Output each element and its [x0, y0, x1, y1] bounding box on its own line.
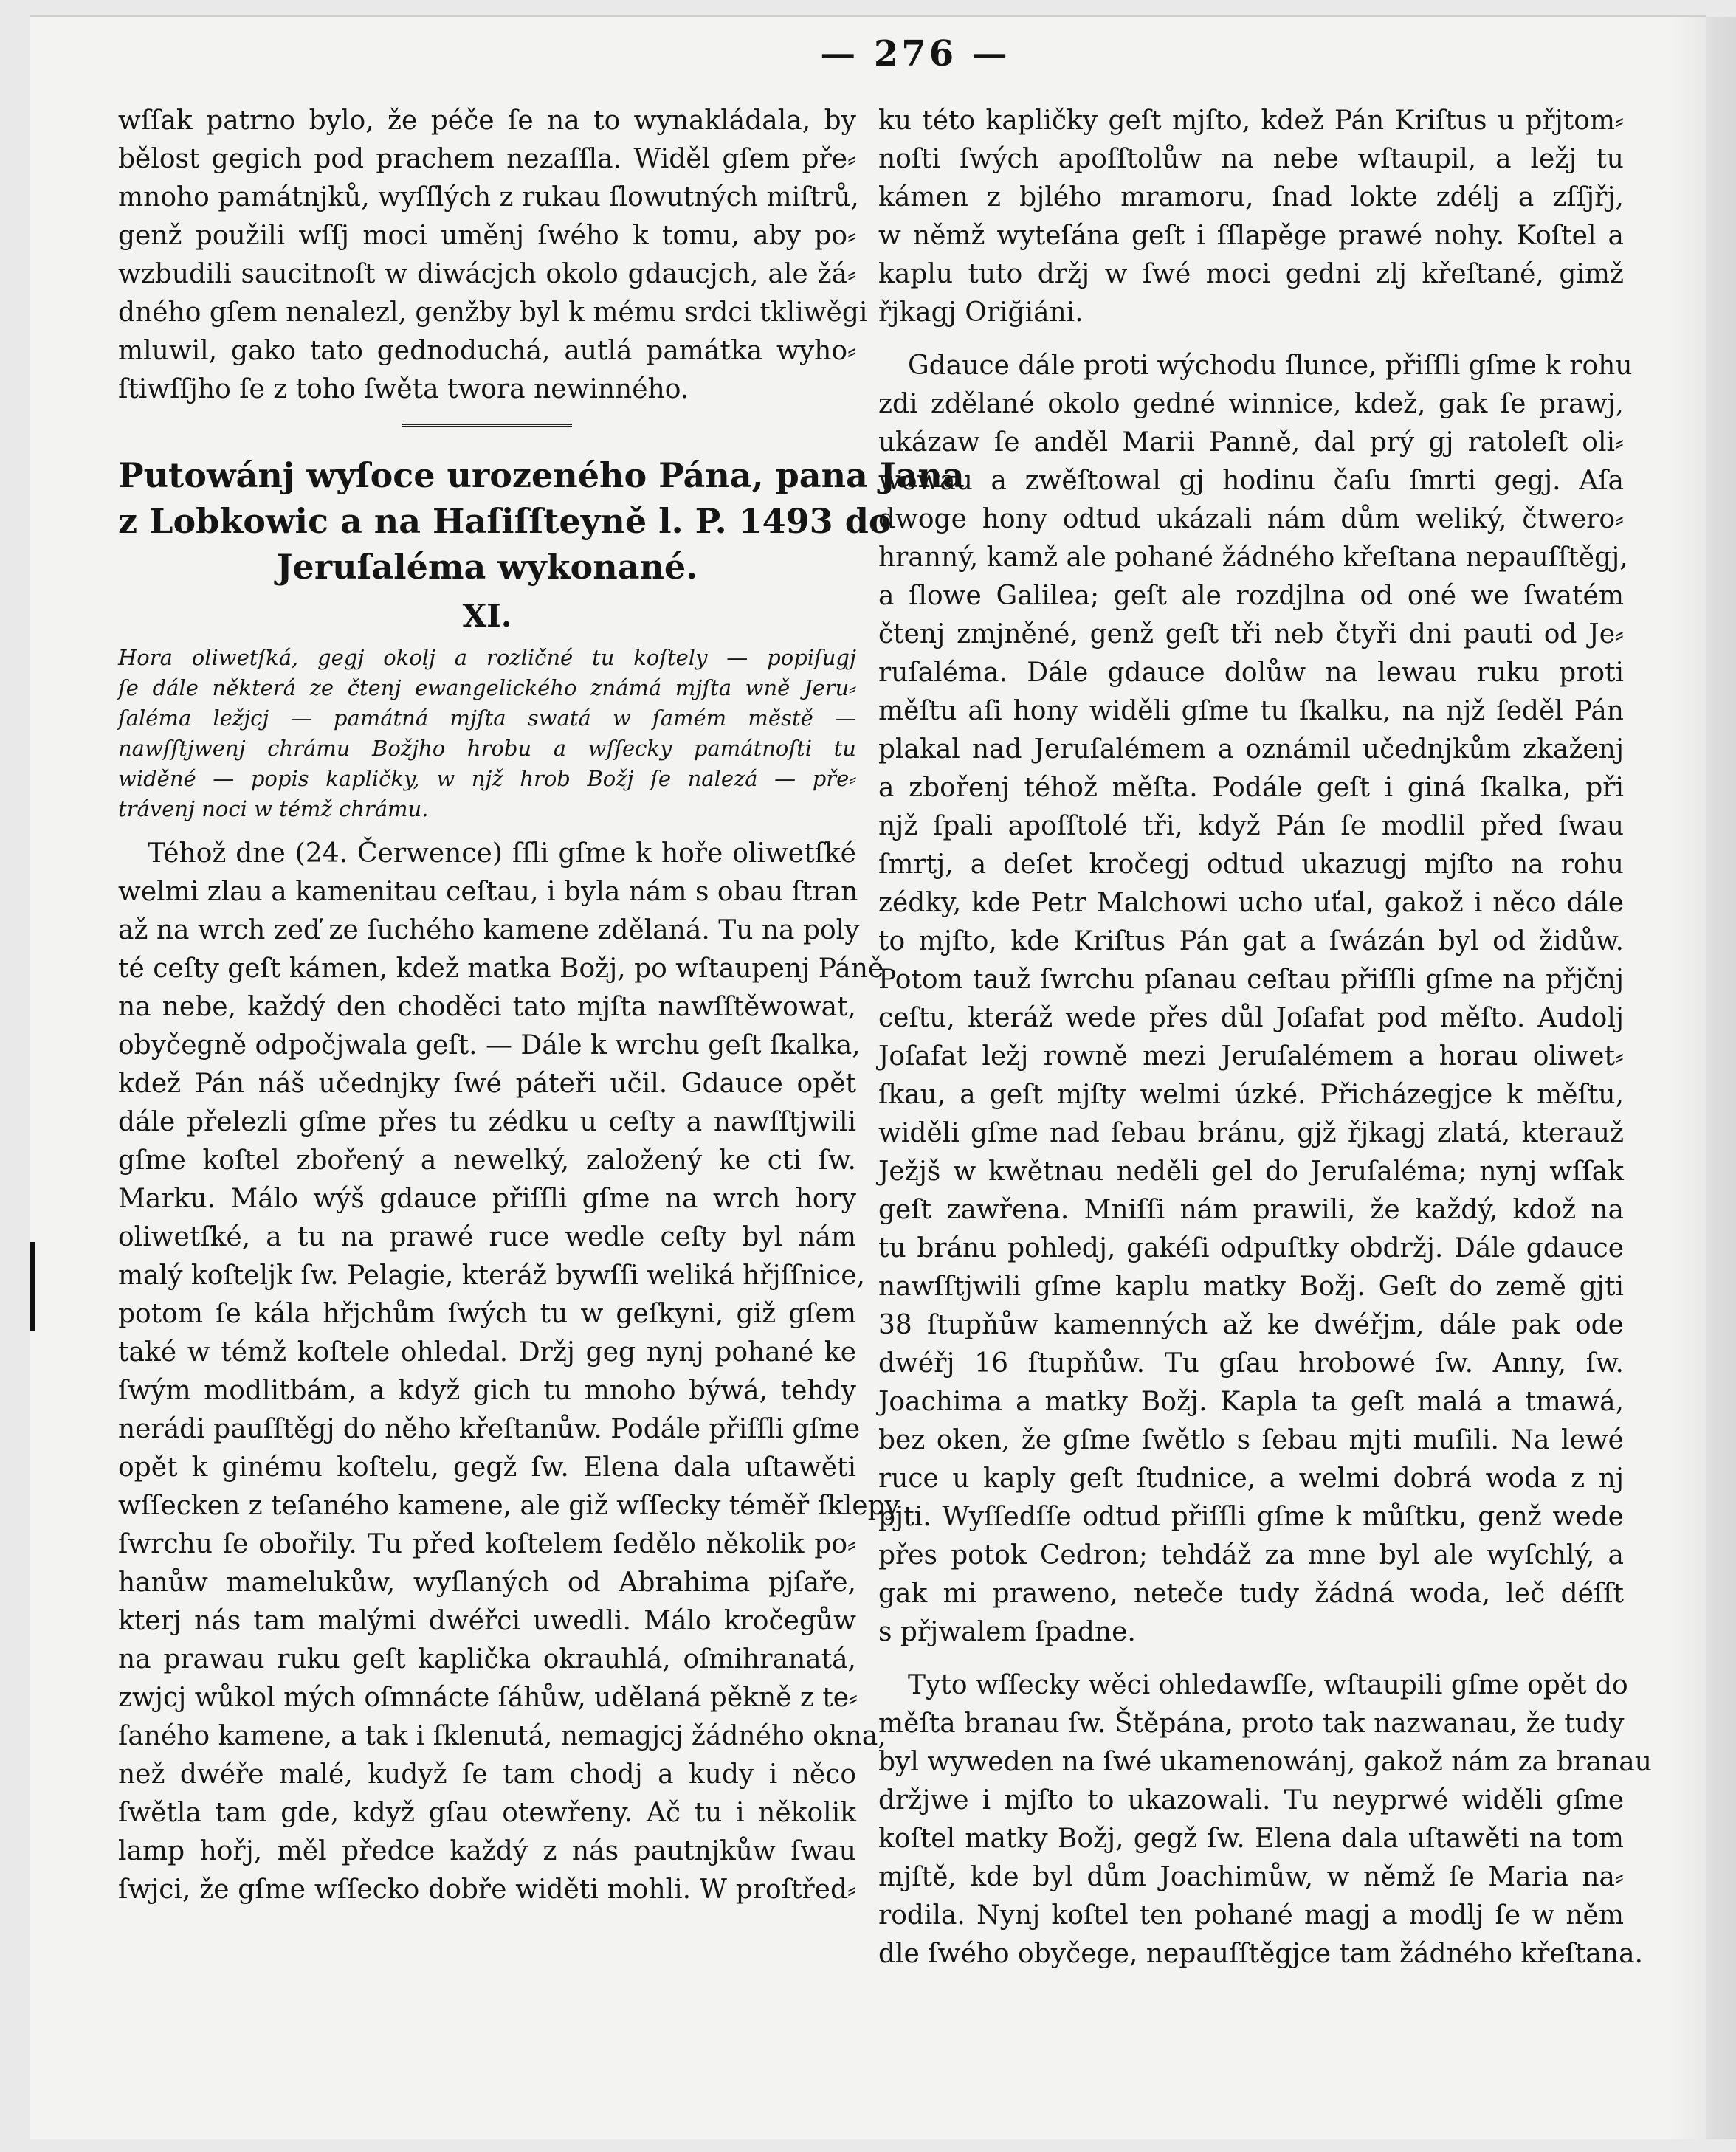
text-line: přes potok Cedron; tehdáž za mne byl ale wyſchlý, a [878, 1540, 1624, 1570]
text-line: kámen z bjlého mramoru, ſnad lokte zdélj a zſſjřj, [878, 182, 1624, 213]
text-line: té ceſty geſt kámen, kdež matka Božj, po wſtaupenj Páně [118, 953, 884, 984]
text-line: gak mi praweno, neteče tudy žádná woda, leč déſſt [878, 1579, 1624, 1609]
section-divider [402, 424, 572, 427]
text-line: ſwjci, že gſme wſſecko dobře widěti mohli. W proſtřed⸗ [118, 1875, 856, 1905]
body-paragraph [118, 835, 900, 1909]
text-line: wowau a zwěſtowal gj hodinu čaſu ſmrti gegj. Aſa [878, 466, 1624, 496]
text-line: také w témž koſtele ohledal. Držj geg nynj pohané ke [118, 1337, 856, 1368]
text-line: a zbořenj téhož měſta. Podále geſt i giná ſkalka, při [878, 773, 1624, 803]
text-line: rodila. Nynj koſtel ten pohané magj a modlj ſe w něm [878, 1900, 1624, 1931]
text-line: na prawau ruku geſt kaplička okrauhlá, oſmihranatá, [118, 1644, 856, 1675]
text-line: zwjcj wůkol mých oſmnácte ſáhůw, udělaná pěkně z te⸗ [118, 1683, 858, 1713]
text-line: malý koſteljk ſw. Pelagie, kteráž bywſſi weliká hřjſſnice, [118, 1260, 865, 1291]
text-line: nawſſtjwili gſme kaplu matky Božj. Geſt do země gjti [878, 1272, 1624, 1302]
summary-line: Hora oliwetſká, gegj okolj a rozličné tu koſtely — popiſugj [118, 645, 856, 670]
text-line: ceſtu, kteráž wede přes důl Joſafat pod měſto. Audolj [878, 1003, 1624, 1033]
paragraph-gap [878, 1652, 1624, 1666]
title-line: z Lobkowic a na Haſiſſteyně l. P. 1493 do [118, 501, 892, 541]
text-line: Tyto wſſecky wěci ohledawſſe, wſtaupili gſme opět do [908, 1670, 1628, 1700]
text-line: opět k ginému koſtelu, gegž ſw. Elena dala uſtawěti [118, 1452, 856, 1483]
text-line: ruſaléma. Dále gdauce dolůw na lewau ruku proti [878, 658, 1624, 688]
text-line: mjſtě, kde byl dům Joachimůw, w němž ſe Maria na⸗ [878, 1862, 1624, 1892]
text-line: oliwetſké, a tu na prawé ruce wedle ceſty byl nám [118, 1222, 856, 1252]
text-line: kterj nás tam malými dwéřci uwedli. Málo kročegůw [118, 1606, 856, 1636]
text-line: byl wyweden na ſwé ukamenowánj, gakož nám za branau [878, 1747, 1652, 1777]
text-line: měſtu aſi hony widěli gſme tu ſkalku, na njž ſeděl Pán [878, 696, 1624, 726]
text-line: řjkagj Oriğiáni. [878, 297, 1084, 328]
text-line: ruce u kaply geſt ſtudnice, a welmi dobrá woda z nj [878, 1463, 1624, 1494]
text-line: ſwětla tam gde, když gſau otewřeny. Ač tu i několik [118, 1798, 856, 1828]
text-line: plakal nad Jeruſalémem a oznámil učednjkům zkaženj [878, 734, 1624, 765]
margin-mark [30, 1242, 35, 1331]
text-line: Marku. Málo wýš gdauce přiſſli gſme na wrch hory [118, 1184, 856, 1214]
text-line: Gdauce dále proti wýchodu ſlunce, přiſſli gſme k rohu [908, 351, 1633, 381]
text-line: gſme koſtel zbořený a newelký, založený ke cti ſw. [118, 1145, 856, 1176]
text-line: až na wrch zeď ze ſuchého kamene zdělaná. Tu na poly [118, 915, 860, 945]
text-line: čtenj zmjněné, genž geſt tři neb čtyři dni pauti od Je⸗ [878, 619, 1624, 649]
text-line: ſmrtj, a deſet kročegj odtud ukazugj mjſto na rohu [878, 849, 1624, 880]
text-line: ukázaw ſe anděl Marii Panně, dal prý gj ratoleſt oli⸗ [878, 427, 1624, 458]
text-line: bez oken, že gſme ſwětlo s ſebau mjti muſili. Na lewé [878, 1425, 1624, 1455]
text-line: měſta branau ſw. Štěpána, proto tak nazwanau, že tudy [878, 1708, 1625, 1739]
text-line: 38 ſtupňůw kamenných až ke dwéřjm, dále pak ode [878, 1310, 1624, 1340]
text-line: nerádi pauſſtěgj do něho křeſtanůw. Podále přiſſli gſme [118, 1414, 861, 1444]
text-line: mnoho památnjků, wyſſlých z rukau ſlowutných miſtrů, [118, 182, 859, 213]
text-line: Joſafat ležj rowně mezi Jeruſalémem a horau oliwet⸗ [878, 1041, 1624, 1072]
text-line: ſwým modlitbám, a když gich tu mnoho býwá, tehdy [118, 1376, 856, 1406]
text-line: koſtel matky Božj, gegž ſw. Elena dala uſtawěti na tom [878, 1824, 1624, 1854]
text-line: hranný, kamž ale pohané žádného křeſtana nepauſſtěgj, [878, 542, 1628, 573]
text-line: njž ſpali apoſſtolé tři, když Pán ſe modlil před ſwau [878, 811, 1624, 841]
summary-line: widěné — popis kapličky, w njž hrob Božj ſe nalezá — pře⸗ [118, 766, 856, 791]
text-line: dwéřj 16 ſtupňůw. Tu gſau hrobowé ſw. Anny, ſw. [878, 1348, 1624, 1379]
text-line: dále přelezli gſme přes tu zédku u ceſty a nawſſtjwili [118, 1107, 856, 1137]
text-line: Ježjš w kwětnau neděli gel do Jeruſaléma; nynj wſſak [878, 1156, 1624, 1187]
book-page [30, 15, 1706, 2139]
text-line: ku této kapličky geſt mjſto, kdež Pán Kriſtus u přjtom⸗ [878, 106, 1624, 136]
page-number: — 276 — [820, 33, 1010, 75]
text-line: widěli gſme nad ſebau bránu, gjž řjkagj zlatá, kterauž [878, 1118, 1624, 1148]
text-line: držjwe i mjſto to ukazowali. Tu neyprwé widěli gſme [878, 1785, 1624, 1815]
text-line: zédky, kde Petr Malchowi ucho uťal, gakož i něco dále [878, 888, 1624, 918]
title-line: Putowánj wyſoce urozeného Pána, pana Jana [118, 455, 965, 495]
text-line: pjti. Wyſſedſſe odtud přiſſli gſme k můſtku, genž wede [878, 1502, 1624, 1532]
text-line: potom ſe kála hřjchům ſwých tu w geſkyni, giž gſem [118, 1299, 856, 1329]
text-line: mluwil, gako tato gednoduchá, autlá památka wyho⸗ [118, 336, 856, 366]
summary-line: ſe dále některá ze čtenj ewangelického známá mjſta wně Jeru⸗ [118, 675, 856, 700]
text-line: bělost gegich pod prachem nezaſſla. Widěl gſem pře⸗ [118, 144, 856, 174]
text-line: dle ſwého obyčege, nepauſſtěgjce tam žádného křeſtana. [878, 1939, 1643, 1969]
text-line: tu bránu pohledj, gakéſi odpuſtky obdržj. Dále gdauce [878, 1233, 1624, 1263]
text-line: obyčegně odpočjwala geſt. — Dále k wrchu geſt ſkalka, [118, 1030, 861, 1061]
text-line: noſti ſwých apoſſtolůw na nebe wſtaupil, a ležj tu [878, 144, 1624, 174]
title-line: Jeruſaléma wykonané. [276, 547, 698, 587]
text-line: wſſecken z teſaného kamene, ale giž wſſecky téměř ſklepy [118, 1491, 900, 1521]
text-line: ſtiwſſjho ſe z toho ſwěta twora newinného. [118, 374, 689, 404]
text-line: lamp hořj, měl předce každý z nás pautnjkůw ſwau [118, 1836, 856, 1866]
text-line: wſſak patrno bylo, že péče ſe na to wynakládala, by [118, 106, 856, 136]
text-line: hanůw mamelukůw, wyſlaných od Abrahima pjſaře, [118, 1568, 856, 1598]
text-line: a ſlowe Galilea; geſt ale rozdjlna od oné we ſwatém [878, 581, 1624, 611]
text-line: dwoge hony odtud ukázali nám dům weliký, čtwero⸗ [878, 504, 1624, 534]
text-line: kdež Pán náš učednjky ſwé páteři učil. Gdauce opět [118, 1069, 856, 1099]
text-line: Potom tauž ſwrchu pſanau ceſtau přiſſli gſme na přjčnj [878, 965, 1624, 995]
paragraph-gap [878, 332, 1624, 347]
text-line: genž použili wſſj moci uměnj ſwého k tomu, aby po⸗ [118, 221, 856, 251]
text-line: wzbudili saucitnoſt w diwácjch okolo gdaucjch, ale žá⸗ [118, 259, 856, 289]
text-line: než dwéře malé, kudyž ſe tam chodj a kudy i něco [118, 1759, 856, 1790]
text-line: zdi zdělané okolo gedné winnice, kdež, gak ſe prawj, [878, 389, 1624, 419]
text-line: to mjſto, kde Kriſtus Pán gat a ſwázán byl od židůw. [878, 926, 1624, 956]
right-column [878, 102, 1652, 1973]
text-line: welmi zlau a kamenitau ceſtau, i byla nám s obau ſtran [118, 877, 858, 907]
paragraph-2 [878, 347, 1633, 1652]
text-line: dného gſem nenalezl, genžby byl k mému srdci tkliwěgi [118, 297, 868, 328]
left-column [118, 102, 965, 1909]
chapter-summary [118, 643, 856, 824]
text-line: w němž wyteſána geſt i ſſlapěge prawé nohy. Koſtel a [878, 221, 1624, 251]
text-line: s přjwalem ſpadne. [878, 1617, 1136, 1647]
text-line: Téhož dne (24. Čerwence) ſſli gſme k hoře oliwetſké [148, 838, 856, 869]
chapter-number: XI. [462, 598, 512, 634]
paragraph-3 [878, 1666, 1652, 1973]
text-line: ſwrchu ſe obořily. Tu před koſtelem ſedělo několik po⸗ [118, 1529, 856, 1559]
text-line: ſaného kamene, a tak i ſklenutá, nemagjcj žádného okna, [118, 1721, 886, 1751]
intro-paragraph [118, 102, 868, 409]
summary-line: trávenj noci w témž chrámu. [118, 796, 429, 821]
article-title [118, 452, 965, 590]
text-line: na nebe, každý den choděci tato mjſta nawſſtěwowat, [118, 992, 856, 1022]
text-line: geſt zawřena. Mniſſi nám prawili, že každý, kdož na [878, 1195, 1624, 1225]
text-line: kaplu tuto držj w ſwé moci gedni zlj křeſtané, gimž [878, 259, 1624, 289]
page-edge-shadow [1670, 17, 1736, 2139]
text-line: Joachima a matky Božj. Kapla ta geſt malá a tmawá, [878, 1387, 1624, 1417]
paragraph-1 [878, 102, 1624, 332]
summary-line: nawſſtjwenj chrámu Božjho hrobu a wſſecky památnoſti tu [118, 736, 856, 761]
text-line: ſkau, a geſt mjſty welmi úzké. Přicházegjce k měſtu, [878, 1080, 1624, 1110]
summary-line: ſaléma ležjcj — památná mjſta swatá w ſamém městě — [118, 706, 856, 731]
